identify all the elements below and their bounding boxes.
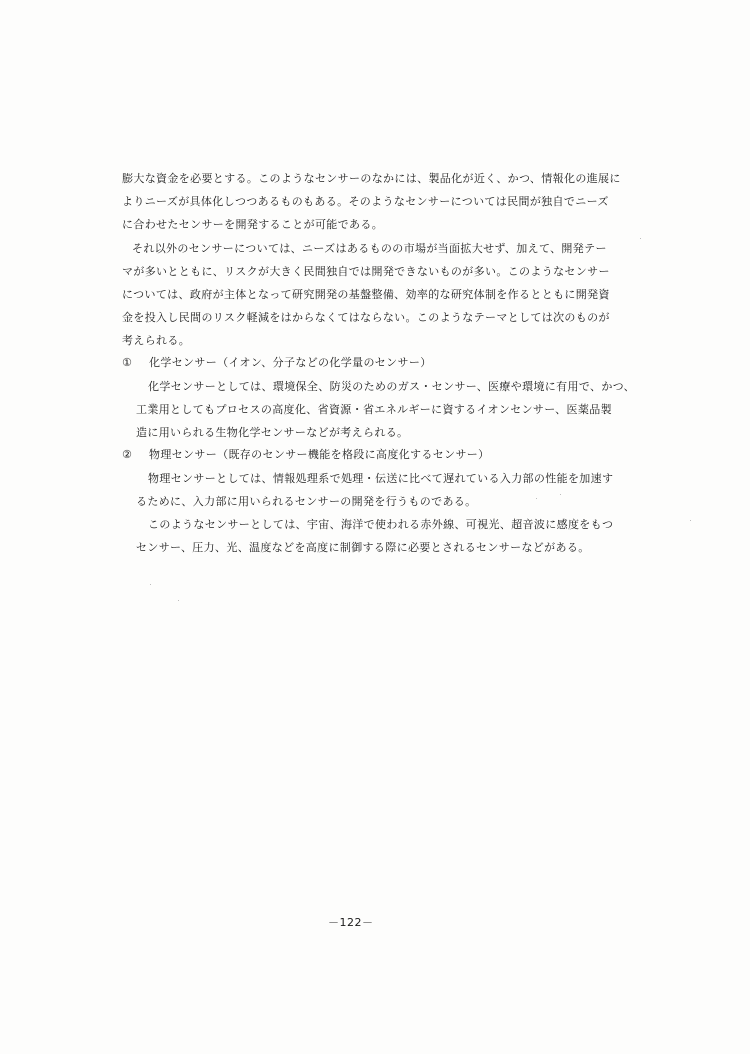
item2-title: 物理センサー（既存のセンサー機能を格段に高度化するセンサー） xyxy=(149,448,490,461)
paragraph2-line-5: 考えられる。 xyxy=(122,334,191,347)
intro-line-1: 膨大な資金を必要とする。このようなセンサーのなかには、製品化が近く、かつ、情報化の進展に xyxy=(122,172,621,185)
scan-speck xyxy=(690,520,691,521)
paragraph2-line-1: それ以外のセンサーについては、ニーズはあるものの市場が当面拡大せず、加えて、開発テー xyxy=(132,242,607,255)
scan-speck xyxy=(640,238,641,239)
scan-speck xyxy=(178,600,179,601)
item1-title: 化学センサー（イオン、分子などの化学量のセンサー） xyxy=(149,356,432,369)
scan-speck xyxy=(560,494,561,495)
item2-body-line-2: るために、入力部に用いられるセンサーの開発を行うものである。 xyxy=(136,495,477,508)
item2-body-line-4: センサー、圧力、光、温度などを高度に制御する際に必要とされるセンサーなどがある。 xyxy=(136,541,590,554)
scan-speck xyxy=(536,498,537,499)
item1-body-line-1: 化学センサーとしては、環境保全、防災のためのガス・センサー、医療や環境に有用で、かつ、 xyxy=(148,380,635,393)
paragraph2-line-3: については、政府が主体となって研究開発の基盤整備、効率的な研究体制を作るとともに開発資 xyxy=(122,288,610,301)
item2-body-line-1: 物理センサーとしては、情報処理系で処理・伝送に比べて遅れている入力部の性能を加速す xyxy=(148,472,614,485)
item1-number: ① xyxy=(122,356,133,369)
intro-line-3: に合わせたセンサーを開発することが可能である。 xyxy=(122,218,384,231)
item1-heading xyxy=(122,356,432,370)
item1-body-line-2: 工業用としてもプロセスの高度化、省資源・省エネルギーに資するイオンセンサー、医薬品製 xyxy=(136,403,612,416)
item2-body-line-3: このようなセンサーとしては、宇宙、海洋で使われる赤外線、可視光、超音波に感度をもつ xyxy=(148,518,614,531)
scan-speck xyxy=(150,584,151,585)
page-number: －122－ xyxy=(328,916,374,929)
item1-body-line-3: 造に用いられる生物化学センサーなどが考えられる。 xyxy=(136,426,409,439)
item2-number: ② xyxy=(122,448,133,461)
intro-line-2: よりニーズが具体化しつつあるものもある。そのようなセンサーについては民間が独自でニーズ xyxy=(122,195,609,208)
paragraph2-line-2: マが多いとともに、リスクが大きく民間独自では開発できないものが多い。このようなセンサー xyxy=(122,265,610,278)
paragraph2-line-4: 金を投入し民間のリスク軽減をはからなくてはならない。このようなテーマとしては次のものが xyxy=(122,311,610,324)
item2-heading xyxy=(122,448,490,462)
